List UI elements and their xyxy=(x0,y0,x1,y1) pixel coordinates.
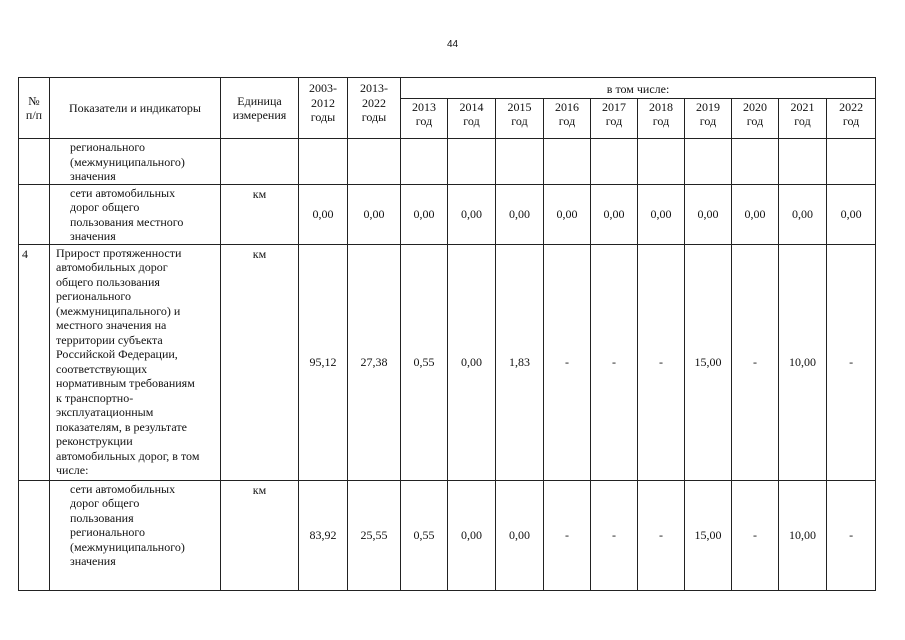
year-value-cell xyxy=(591,139,638,185)
year-value-cell: - xyxy=(638,244,685,480)
period-2003-2012-cell: 95,12 xyxy=(299,244,348,480)
year-value-cell: 0,00 xyxy=(685,184,732,244)
year-value-cell: 0,00 xyxy=(779,184,827,244)
year-value-cell: 15,00 xyxy=(685,480,732,590)
indicator-cell: сети автомобильных дорог общего пользования регионального (межмуниципального) значения xyxy=(50,480,221,590)
page-number: 44 xyxy=(446,39,459,50)
year-value-cell: 0,55 xyxy=(401,480,448,590)
year-value-cell: 15,00 xyxy=(685,244,732,480)
period-2003-2012-cell: 83,92 xyxy=(299,480,348,590)
year-value-cell xyxy=(732,139,779,185)
header-year-0: 2013 год xyxy=(401,99,448,139)
unit-cell: км xyxy=(221,244,299,480)
header-year-9: 2022 год xyxy=(827,99,876,139)
row-number-cell xyxy=(19,480,50,590)
year-value-cell: 0,00 xyxy=(591,184,638,244)
period-2013-2022-cell: 27,38 xyxy=(348,244,401,480)
header-year-4: 2017 год xyxy=(591,99,638,139)
year-value-cell: 0,00 xyxy=(496,184,544,244)
year-value-cell: 10,00 xyxy=(779,244,827,480)
header-row-1 xyxy=(19,78,876,99)
header-year-7: 2020 год xyxy=(732,99,779,139)
header-unit: Единица измерения xyxy=(221,78,299,139)
year-value-cell xyxy=(685,139,732,185)
year-value-cell: 0,00 xyxy=(638,184,685,244)
year-value-cell: - xyxy=(638,480,685,590)
table-row xyxy=(19,139,876,185)
header-including: в том числе: xyxy=(401,78,876,99)
header-period-2003-2012: 2003- 2012 годы xyxy=(299,78,348,139)
year-value-cell: 0,00 xyxy=(827,184,876,244)
header-num: № п/п xyxy=(19,78,50,139)
header-year-8: 2021 год xyxy=(779,99,827,139)
period-2003-2012-cell xyxy=(299,139,348,185)
table-row xyxy=(19,480,876,590)
period-2003-2012-cell: 0,00 xyxy=(299,184,348,244)
year-value-cell: 0,00 xyxy=(544,184,591,244)
year-value-cell: - xyxy=(827,480,876,590)
unit-cell xyxy=(221,139,299,185)
year-value-cell: 10,00 xyxy=(779,480,827,590)
header-year-2: 2015 год xyxy=(496,99,544,139)
year-value-cell xyxy=(827,139,876,185)
year-value-cell xyxy=(779,139,827,185)
year-value-cell xyxy=(496,139,544,185)
table-row xyxy=(19,184,876,244)
year-value-cell: 0,00 xyxy=(448,184,496,244)
year-value-cell: 0,00 xyxy=(401,184,448,244)
year-value-cell: - xyxy=(544,480,591,590)
year-value-cell xyxy=(401,139,448,185)
year-value-cell xyxy=(544,139,591,185)
row-number-cell xyxy=(19,139,50,185)
year-value-cell: 0,00 xyxy=(448,244,496,480)
year-value-cell: - xyxy=(591,244,638,480)
row-number-cell xyxy=(19,184,50,244)
year-value-cell: - xyxy=(827,244,876,480)
header-indicators: Показатели и индикаторы xyxy=(50,78,221,139)
year-value-cell: - xyxy=(732,480,779,590)
table-row xyxy=(19,244,876,480)
year-value-cell: 1,83 xyxy=(496,244,544,480)
year-value-cell: 0,00 xyxy=(732,184,779,244)
period-2013-2022-cell: 25,55 xyxy=(348,480,401,590)
year-value-cell: - xyxy=(732,244,779,480)
year-value-cell: - xyxy=(544,244,591,480)
header-year-1: 2014 год xyxy=(448,99,496,139)
indicator-cell: регионального (межмуниципального) значения xyxy=(50,139,221,185)
indicators-table xyxy=(18,77,876,591)
header-period-2013-2022: 2013- 2022 годы xyxy=(348,78,401,139)
year-value-cell: 0,00 xyxy=(448,480,496,590)
year-value-cell xyxy=(638,139,685,185)
year-value-cell: - xyxy=(591,480,638,590)
indicator-cell: сети автомобильных дорог общего пользования местного значения xyxy=(50,184,221,244)
period-2013-2022-cell xyxy=(348,139,401,185)
row-number-cell: 4 xyxy=(19,244,50,480)
period-2013-2022-cell: 0,00 xyxy=(348,184,401,244)
header-year-5: 2018 год xyxy=(638,99,685,139)
year-value-cell xyxy=(448,139,496,185)
unit-cell: км xyxy=(221,184,299,244)
year-value-cell: 0,00 xyxy=(496,480,544,590)
unit-cell: км xyxy=(221,480,299,590)
header-year-3: 2016 год xyxy=(544,99,591,139)
year-value-cell: 0,55 xyxy=(401,244,448,480)
indicator-cell: Прирост протяженности автомобильных дорог общего пользования регионального (межмуниципального) и местного значения на территории субъекта Российской Федерации, соответствующих нормативным требованиям к транспортно- эксплуатационным показателям, в результате реконструкции автомобильных дорог, в том числе: xyxy=(50,244,221,480)
header-year-6: 2019 год xyxy=(685,99,732,139)
